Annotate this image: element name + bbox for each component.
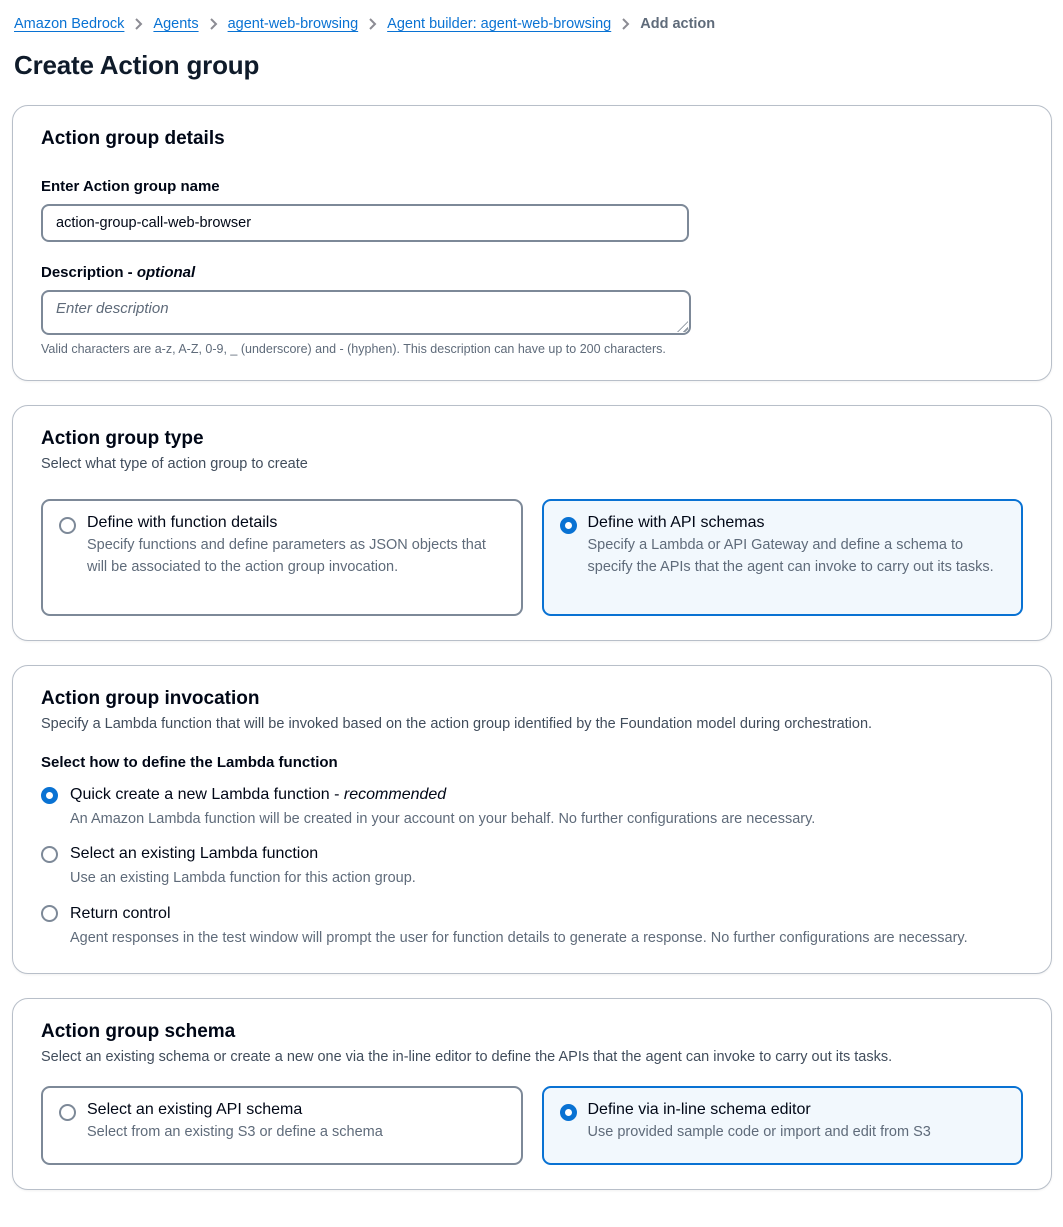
tile-title: Define via in-line schema editor: [587, 1101, 811, 1119]
tile-title: Select an existing API schema: [87, 1101, 303, 1119]
description-help-text: Valid characters are a-z, A-Z, 0-9, _ (underscore) and - (hyphen). This description can have up to 200 characters.: [41, 342, 666, 356]
radio-option-label[interactable]: Return control: [70, 904, 171, 922]
radio-option-label[interactable]: Select an existing Lambda function: [70, 845, 319, 863]
radio-option-return-control: [41, 905, 1023, 949]
action-group-details-card: [12, 105, 1052, 381]
radio-unchecked-icon[interactable]: [41, 905, 58, 922]
breadcrumb: [14, 16, 1052, 32]
invocation-card-title: Action group invocation: [41, 688, 260, 709]
radio-option-row[interactable]: [41, 786, 1023, 804]
schema-tile-group: [41, 1086, 1023, 1165]
breadcrumb-link-amazon-bedrock[interactable]: Amazon Bedrock: [14, 16, 125, 32]
type-card-title: Action group type: [41, 428, 204, 449]
chevron-right-icon: [621, 17, 630, 31]
breadcrumb-current-add-action: Add action: [640, 16, 716, 32]
chevron-right-icon: [368, 17, 377, 31]
radio-unchecked-icon[interactable]: [59, 1104, 76, 1121]
radio-option-label[interactable]: Quick create a new Lambda function - recommended: [70, 786, 447, 803]
schema-card-title: Action group schema: [41, 1021, 236, 1043]
radio-option-row[interactable]: [41, 905, 1023, 923]
action-group-name-label: Enter Action group name: [41, 178, 220, 195]
radio-option-description: Use an existing Lambda function for this action group.: [70, 870, 416, 887]
optional-tag: optional: [136, 264, 196, 281]
details-card-title: Action group details: [41, 128, 225, 149]
tile-title: Define with function details: [87, 514, 278, 531]
tile-select-existing-api-schema[interactable]: [41, 1086, 523, 1165]
chevron-right-icon: [209, 17, 218, 31]
chevron-right-icon: [134, 17, 143, 31]
tile-define-with-api-schemas[interactable]: [542, 499, 1024, 616]
radio-unchecked-icon[interactable]: [41, 846, 58, 863]
tile-title: Define with API schemas: [587, 514, 765, 531]
description-label: Description - optional: [41, 264, 196, 281]
radio-checked-icon[interactable]: [41, 787, 58, 804]
radio-option-quick-create-lambda: [41, 786, 1023, 830]
breadcrumb-link-agents[interactable]: Agents: [153, 16, 199, 32]
tile-define-inline-schema-editor[interactable]: [542, 1086, 1024, 1165]
radio-option-description: Agent responses in the test window will prompt the user for function details to generate a response. No further configurations are necessary.: [70, 929, 968, 946]
radio-checked-icon[interactable]: [560, 1104, 577, 1121]
radio-unchecked-icon[interactable]: [59, 517, 76, 534]
type-tile-group: [41, 499, 1023, 616]
action-group-type-card: [12, 405, 1052, 641]
breadcrumb-link-agent-builder[interactable]: Agent builder: agent-web-browsing: [387, 16, 612, 32]
tile-define-with-function-details[interactable]: [41, 499, 523, 616]
breadcrumb-link-agent-web-browsing[interactable]: agent-web-browsing: [227, 16, 359, 32]
description-textarea[interactable]: [41, 290, 691, 335]
page-title: Create Action group: [14, 50, 260, 80]
tile-description: Specify functions and define parameters as JSON objects that will be associated to the action group invocation.: [87, 537, 486, 575]
type-card-subtitle: Select what type of action group to create: [41, 456, 308, 472]
radio-option-description: An Amazon Lambda function will be created in your account on your behalf. No further configurations are necessary.: [70, 811, 816, 827]
lambda-define-group-label: Select how to define the Lambda function: [41, 754, 338, 771]
action-group-name-input[interactable]: [41, 204, 689, 242]
radio-option-row[interactable]: [41, 845, 1023, 863]
action-group-invocation-card: [12, 665, 1052, 974]
tile-description: Select from an existing S3 or define a schema: [87, 1124, 383, 1141]
action-group-schema-card: [12, 998, 1052, 1190]
invocation-card-subtitle: Specify a Lambda function that will be invoked based on the action group identified by the Foundation model during orchestration.: [41, 716, 873, 732]
tile-description: Use provided sample code or import and edit from S3: [587, 1124, 931, 1141]
radio-option-existing-lambda: [41, 845, 1023, 889]
radio-checked-icon[interactable]: [560, 517, 577, 534]
schema-card-subtitle: Select an existing schema or create a new one via the in-line editor to define the APIs that the agent can invoke to carry out its tasks.: [41, 1049, 893, 1066]
tile-description: Specify a Lambda or API Gateway and define a schema to specify the APIs that the agent can invoke to carry out its tasks.: [587, 537, 994, 575]
